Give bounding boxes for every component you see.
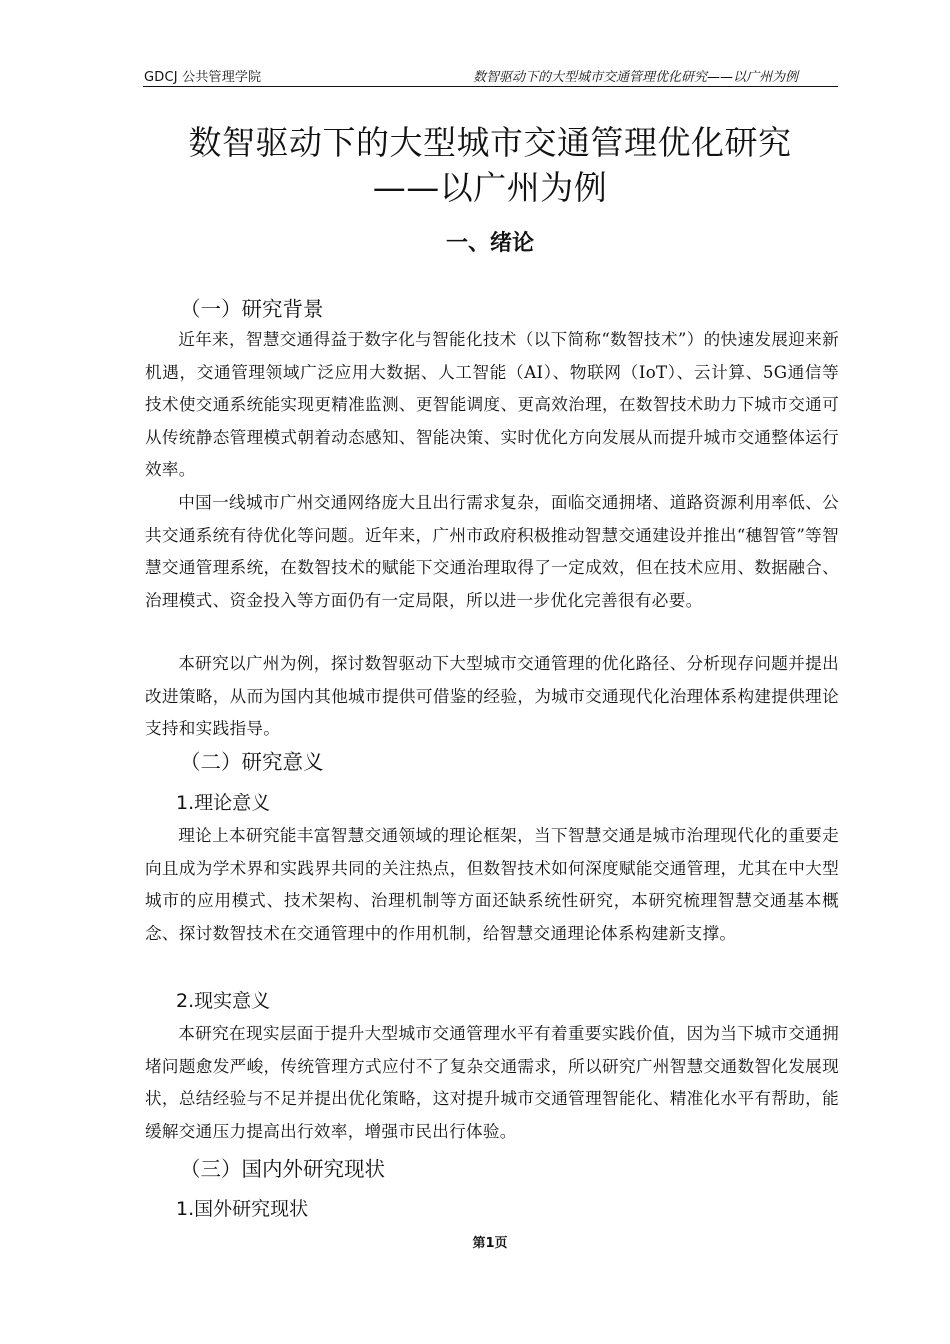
chapter-heading: 一、绪论 [445, 231, 534, 256]
paragraph: 本研究以广州为例，探讨数智驱动下大型城市交通管理的优化路径、分析现存问题并提出改进策略，从而为国内其他城市提供可借鉴的经验，为城市交通现代化治理体系构建提供理论支持和实践指导。 [145, 654, 839, 738]
section-heading-background: （一）研究背景 [180, 297, 324, 321]
page-number: 第1页 [472, 1236, 508, 1251]
subsection-heading-practice: 2.现实意义 [176, 990, 271, 1012]
header-divider [143, 86, 838, 87]
paragraph: 中国一线城市广州交通网络庞大且出行需求复杂，面临交通拥堵、道路资源利用率低、公共交通系统有待优化等问题。近年来，广州市政府积极推动智慧交通建设并推出“穗智管”等智慧交通管理系统，在数智技术的赋能下交通治理取得了一定成效，但在技术应用、数据融合、治理模式、资金投入等方面仍有一定局限，所以进一步优化完善很有必要。 [145, 493, 839, 610]
document-subtitle: ——以广州为例 [372, 168, 608, 207]
header-left: GDCJ 公共管理学院 [144, 70, 262, 85]
paragraph: 理论上本研究能丰富智慧交通领域的理论框架，当下智慧交通是城市治理现代化的重要走向且成为学术界和实践界共同的关注热点，但数智技术如何深度赋能交通管理，尤其在中大型城市的应用模式、技术架构、治理机制等方面还缺系统性研究，本研究梳理智慧交通基本概念、探讨数智技术在交通管理中的作用机制，给智慧交通理论体系构建新支撑。 [145, 826, 839, 943]
paragraph: 本研究在现实层面于提升大型城市交通管理水平有着重要实践价值，因为当下城市交通拥堵问题愈发严峻，传统管理方式应付不了复杂交通需求，所以研究广州智慧交通数智化发展现状，总结经验与不足并提出优化策略，这对提升城市交通管理智能化、精准化水平有帮助，能缓解交通压力提高出行效率，增强市民出行体验。 [145, 1024, 839, 1141]
section-heading-significance: （二）研究意义 [180, 750, 324, 774]
paragraph: 近年来，智慧交通得益于数字化与智能化技术（以下简称“数智技术”）的快速发展迎来新机遇，交通管理领域广泛应用大数据、人工智能（AI）、物联网（IoT）、云计算、5G通信等技术使交通系统能实现更精准监测、更智能调度、更高效治理，在数智技术助力下城市交通可从传统静态管理模式朝着动态感知、智能决策、实时优化方向发展从而提升城市交通整体运行效率。 [145, 330, 839, 479]
header-right-title: 数智驱动下的大型城市交通管理优化研究——以广州为例 [472, 70, 798, 85]
subsection-heading-theory: 1.理论意义 [176, 792, 271, 814]
section-heading-research-status: （三）国内外研究现状 [180, 1157, 385, 1181]
subsection-heading-foreign-status: 1.国外研究现状 [176, 1198, 309, 1220]
document-title: 数智驱动下的大型城市交通管理优化研究 [188, 123, 792, 162]
